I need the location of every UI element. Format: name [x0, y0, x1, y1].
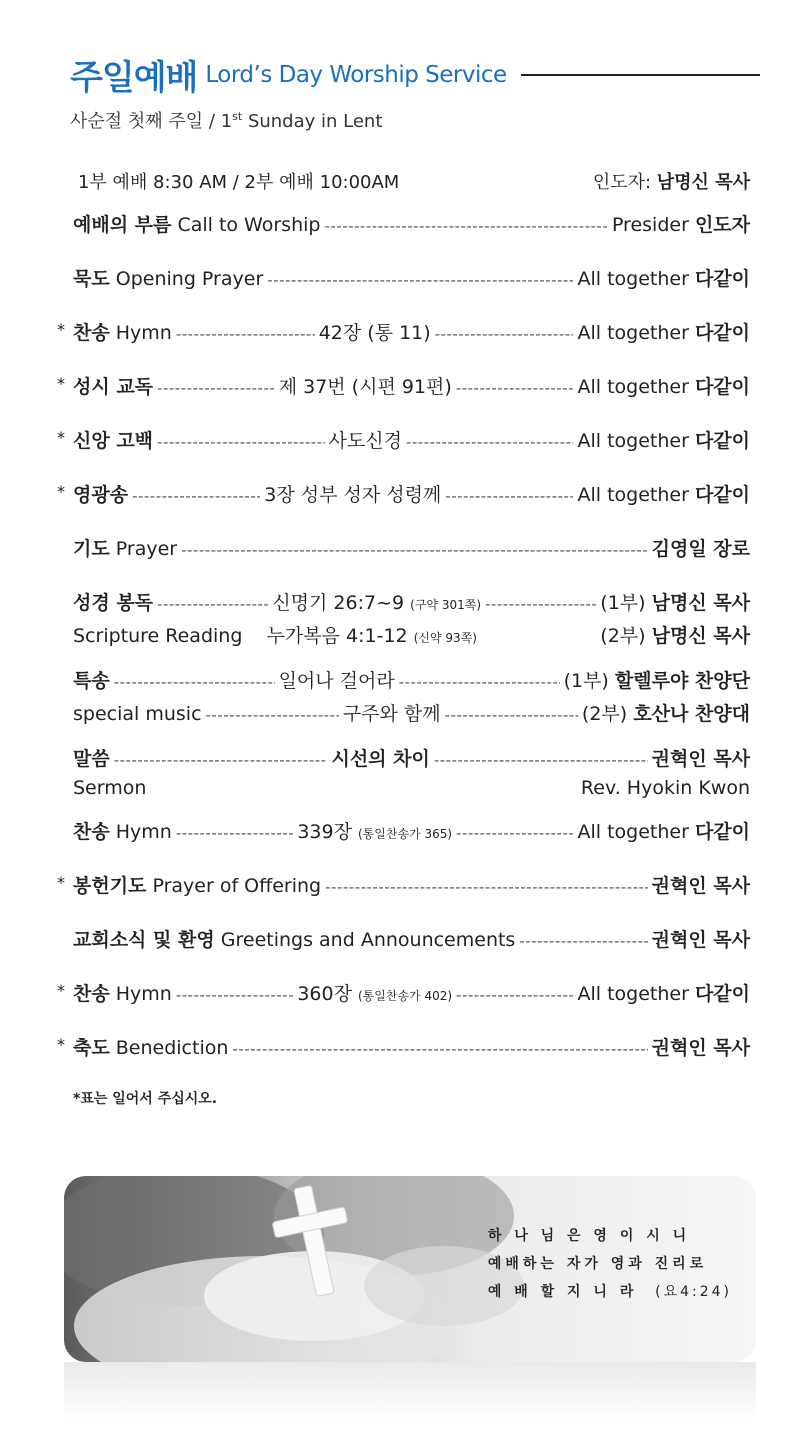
presider-name: 남명신 목사: [656, 172, 750, 193]
title-row: [70, 50, 760, 99]
presider-label: 인도자:: [592, 172, 652, 193]
dash-leader: [206, 706, 339, 724]
item-hymn-1: [57, 318, 751, 345]
item-leader: All together 다같이: [577, 430, 751, 452]
item-creed: [57, 426, 751, 453]
dash-leader: [157, 595, 268, 613]
item-leader: 권혁인 목사: [651, 875, 750, 897]
service-times-text: 1부 예배 8:30 AM / 2부 예배 10:00AM: [78, 172, 400, 193]
item-sermon-line-2: [73, 777, 750, 799]
item-leader: All together 다같이: [577, 376, 751, 398]
verse-reference: (요4:24): [655, 1284, 732, 1300]
item-scripture-line-1: [73, 588, 750, 615]
dash-leader: [232, 1040, 647, 1058]
dash-leader: [267, 271, 573, 289]
item-title-ko: 묵도: [73, 268, 110, 290]
dash-leader: [519, 932, 647, 950]
item-leader: 권혁인 목사: [651, 748, 750, 770]
dash-leader: [176, 824, 293, 842]
dash-leader: [324, 217, 607, 235]
item-title-en: Call to Worship: [177, 214, 321, 236]
photo-reflection: [64, 1362, 756, 1422]
item-opening-prayer: [73, 264, 750, 291]
dash-leader: [456, 824, 573, 842]
dash-leader: [132, 487, 260, 505]
item-leader: Presider 인도자: [611, 214, 750, 236]
item-detail: 사도신경: [328, 430, 402, 452]
sermon-title: 시선의 차이: [331, 748, 430, 770]
item-title-ko: 영광송: [73, 484, 129, 506]
standing-mark: *: [57, 873, 65, 892]
dash-leader: [456, 379, 574, 397]
verse-line-2: 예배하는 자가 영과 진리로: [487, 1256, 708, 1272]
dash-leader: [114, 751, 328, 769]
presider: [593, 168, 750, 194]
item-announcements: [73, 925, 750, 952]
dash-leader: [325, 878, 647, 896]
dash-leader: [181, 541, 648, 559]
item-scripture-line-2: [73, 621, 750, 648]
dash-leader: [445, 706, 578, 724]
item-detail: 구주와 함께: [342, 703, 441, 725]
subtitle-separator: / 1: [208, 111, 233, 132]
item-title-en: Hymn: [115, 983, 172, 1005]
page-subtitle: [70, 107, 760, 133]
item-leader: All together 다같이: [577, 983, 751, 1005]
item-leader: 권혁인 목사: [651, 929, 750, 951]
item-leader: All together 다같이: [577, 268, 750, 290]
item-detail: 3장 성부 성자 성령께: [264, 484, 442, 506]
item-leader: All together 다같이: [577, 322, 751, 344]
order-of-worship: [0, 210, 800, 1108]
standing-mark: *: [57, 1035, 65, 1054]
item-title-ko: 교회소식 및 환영: [73, 929, 215, 951]
item-hymn-2: [73, 817, 750, 844]
dash-leader: [445, 487, 573, 505]
item-offering-prayer: [57, 871, 750, 898]
bible-verse: [488, 1222, 732, 1306]
item-leader-en: Rev. Hyokin Kwon: [580, 777, 750, 799]
verse-line-1: 하 나 님 은 영 이 시 니: [487, 1228, 691, 1244]
item-detail: 42장 (통 11): [318, 322, 431, 344]
item-title-ko: 예배의 부름: [73, 214, 172, 236]
item-title-en: Prayer of Offering: [152, 875, 322, 897]
standing-mark: *: [57, 981, 65, 1000]
item-special-music-line-2: [73, 699, 750, 726]
hands-cross-photo: [64, 1176, 756, 1362]
standing-mark: *: [57, 374, 65, 393]
item-detail: 제 37번 (시편 91편): [278, 376, 452, 398]
item-leader: (2부) 남명신 목사: [600, 625, 750, 647]
page-title-english: Lord’s Day Worship Service: [205, 61, 507, 88]
item-title-ko: 봉헌기도: [73, 875, 147, 897]
item-leader: All together 다같이: [577, 821, 751, 843]
item-detail: 339장 (통일찬송가 365): [297, 821, 453, 843]
item-title-ko: 찬송: [73, 821, 110, 843]
item-detail: 360장 (통일찬송가 402): [297, 983, 453, 1005]
standing-mark: *: [57, 320, 65, 339]
page-title-korean: 주일예배: [70, 58, 198, 98]
dash-leader: [157, 379, 275, 397]
item-title-en: Scripture Reading 누가복음 4:1-12 (신약 93쪽): [73, 625, 477, 647]
item-leader: All together 다같이: [577, 484, 751, 506]
item-title-en: Hymn: [115, 821, 172, 843]
dash-leader: [114, 673, 275, 691]
item-title-ko: 말씀: [73, 748, 110, 770]
page-header: [70, 50, 760, 133]
item-leader: 김영일 장로: [651, 538, 750, 560]
dash-leader: [399, 673, 560, 691]
item-benediction: [57, 1033, 750, 1060]
item-leader: (1부) 할렐루야 찬양단: [563, 670, 750, 692]
item-title-en: Prayer: [115, 538, 178, 560]
subtitle-ordinal: st: [232, 110, 243, 123]
item-leader: (1부) 남명신 목사: [600, 592, 750, 614]
dash-leader: [157, 433, 325, 451]
dash-leader: [434, 751, 648, 769]
subtitle-english: Sunday in Lent: [247, 111, 383, 132]
item-title-en: Benediction: [115, 1037, 229, 1059]
item-title-en: special music: [73, 703, 202, 725]
item-gloria: [57, 480, 751, 507]
item-title-ko: 기도: [73, 538, 110, 560]
service-times: [78, 168, 750, 194]
item-title-ko: 성경 봉독: [73, 592, 154, 614]
item-title-en: Hymn: [115, 322, 172, 344]
item-call-to-worship: [73, 210, 750, 237]
item-title-en: Greetings and Announcements: [220, 929, 516, 951]
title-divider: [521, 74, 760, 76]
dash-leader: [176, 986, 293, 1004]
dash-leader: [435, 325, 574, 343]
verse-line-3: 예 배 할 지 니 라 (요4:24): [487, 1284, 732, 1300]
item-sermon-line-1: [73, 744, 750, 771]
item-title-ko: 특송: [73, 670, 110, 692]
item-leader: 권혁인 목사: [651, 1037, 750, 1059]
item-responsive-reading: [57, 372, 751, 399]
dash-leader: [406, 433, 574, 451]
item-special-music-line-1: [73, 666, 750, 693]
item-title-en: Sermon: [73, 777, 147, 799]
dash-leader: [456, 986, 573, 1004]
item-title-ko: 신앙 고백: [73, 430, 154, 452]
standing-mark: *: [57, 482, 65, 501]
dash-leader: [176, 325, 315, 343]
item-prayer: [73, 534, 750, 561]
item-detail: 일어나 걸어라: [278, 670, 395, 692]
item-title-en: Opening Prayer: [115, 268, 264, 290]
dash-leader: [485, 595, 596, 613]
subtitle-korean: 사순절 첫째 주일: [70, 111, 204, 132]
item-title-ko: 축도: [73, 1037, 110, 1059]
standing-note: *표는 일어서 주십시오.: [73, 1091, 218, 1107]
item-detail: 신명기 26:7~9 (구약 301쪽): [272, 592, 481, 614]
item-title-ko: 찬송: [73, 983, 110, 1005]
item-leader: (2부) 호산나 찬양대: [581, 703, 750, 725]
item-title-ko: 찬송: [73, 322, 110, 344]
item-title-ko: 성시 교독: [73, 376, 154, 398]
standing-mark: *: [57, 428, 65, 447]
item-hymn-3: [57, 979, 751, 1006]
